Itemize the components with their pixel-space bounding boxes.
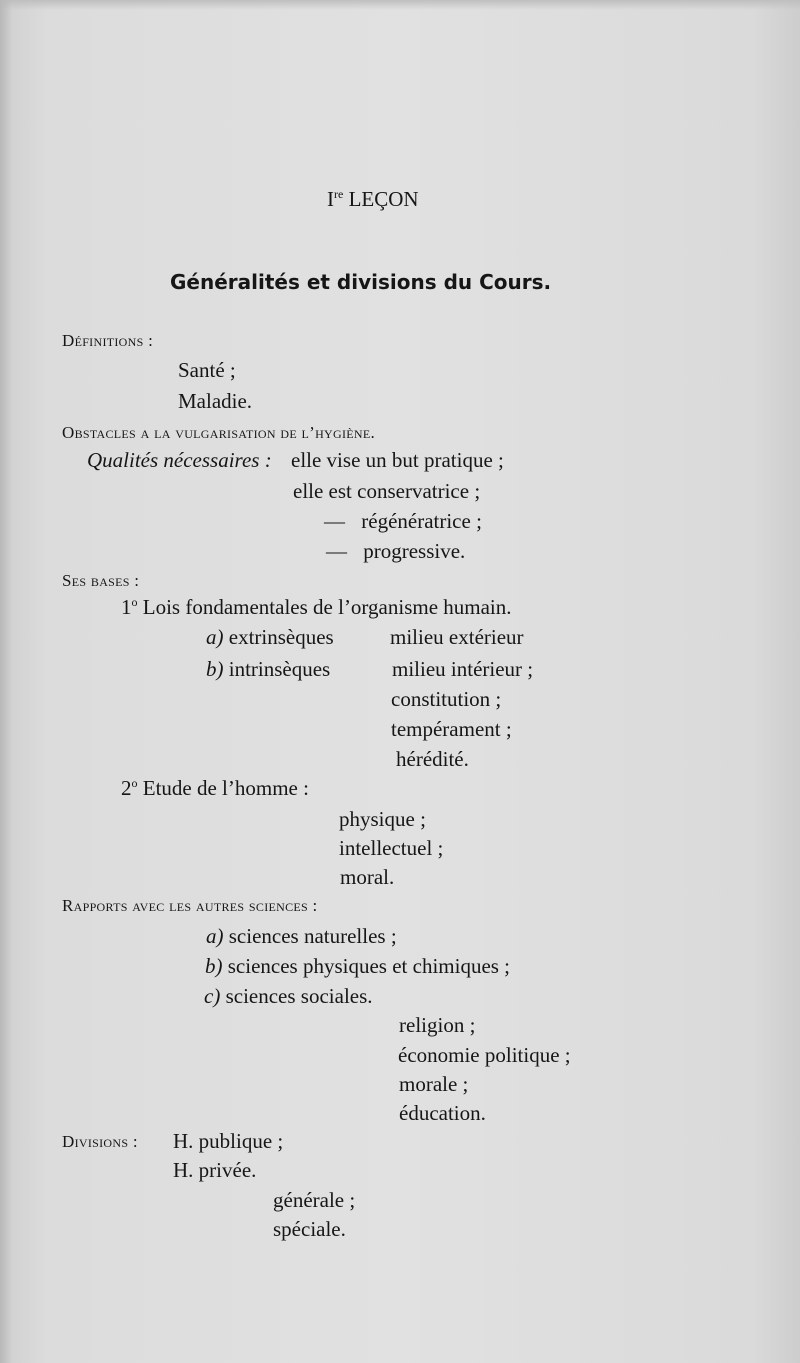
bases-label: Ses bases : [62, 571, 140, 590]
sub-marker: c) [204, 984, 221, 1008]
qualite-line: elle est conservatrice ; [293, 479, 481, 503]
sub-text: sciences physiques et chimiques ; [227, 954, 511, 978]
division-item: H. privée. [173, 1158, 257, 1182]
homme-detail: intellectuel ; [339, 836, 444, 860]
rapports-label: Rapports avec les autres sciences : [62, 896, 318, 915]
sub-text: sciences naturelles ; [228, 924, 397, 948]
sub-item-a [206, 624, 334, 650]
item-number: 1 [121, 595, 132, 619]
sub-marker: a) [206, 625, 224, 649]
sub-marker: a) [206, 924, 224, 948]
item-text: Lois fondamentales de l’organisme humain. [142, 595, 512, 619]
qualite-line [324, 508, 482, 534]
ditto-dash: — [326, 539, 347, 563]
division-sub: générale ; [273, 1188, 356, 1212]
definitions-label: Définitions : [62, 331, 154, 350]
lecon-superscript: re [334, 187, 344, 201]
sub-marker: b) [205, 954, 223, 978]
qualite-line: elle vise un but pratique ; [291, 448, 504, 472]
bases-item-1 [121, 594, 512, 620]
page-title: Généralités et divisions du Cours. [170, 270, 552, 294]
definition-item: Santé ; [178, 358, 236, 382]
page-shadow-left [0, 0, 12, 1363]
sub-detail: hérédité. [396, 747, 469, 771]
qualite-line [326, 538, 465, 564]
qualite-text: progressive. [363, 539, 466, 563]
sub-text: sciences sociales. [225, 984, 373, 1008]
sub-marker: b) [206, 657, 224, 681]
rapport-item [205, 953, 510, 979]
item-number: 2 [121, 776, 132, 800]
sub-item-b [206, 656, 330, 682]
homme-detail: moral. [340, 865, 395, 889]
qualite-text: régénératrice ; [361, 509, 482, 533]
homme-detail: physique ; [339, 807, 426, 831]
sub-detail: tempérament ; [391, 717, 512, 741]
sociale-detail: morale ; [399, 1072, 469, 1096]
item-number-sup: o [131, 595, 138, 609]
lecon-word: LEÇON [348, 187, 419, 211]
divisions-label: Divisions : [62, 1132, 138, 1151]
sociale-detail: économie politique ; [398, 1043, 571, 1067]
sociale-detail: religion ; [399, 1013, 476, 1037]
obstacles-heading: Obstacles a la vulgarisation de l’hygiène. [62, 423, 376, 442]
division-sub: spéciale. [273, 1217, 346, 1241]
division-item: H. publique ; [173, 1129, 284, 1153]
page-shadow-top [0, 0, 800, 10]
sub-detail: milieu intérieur ; [392, 657, 534, 681]
ditto-dash: — [324, 509, 345, 533]
qualites-label: Qualités nécessaires : [87, 448, 272, 472]
sociale-detail: éducation. [399, 1101, 486, 1125]
definition-item: Maladie. [178, 389, 253, 413]
rapport-item [206, 923, 397, 949]
item-number-sup: o [131, 776, 138, 790]
lecon-heading [327, 186, 419, 212]
sub-detail: milieu extérieur [390, 625, 524, 649]
sub-text: extrinsèques [228, 625, 334, 649]
rapport-item [204, 983, 373, 1009]
bases-item-2 [121, 775, 309, 801]
item-text: Etude de l’homme : [142, 776, 309, 800]
lecon-number: I [327, 187, 334, 211]
sub-detail: constitution ; [391, 687, 502, 711]
sub-text: intrinsèques [228, 657, 331, 681]
